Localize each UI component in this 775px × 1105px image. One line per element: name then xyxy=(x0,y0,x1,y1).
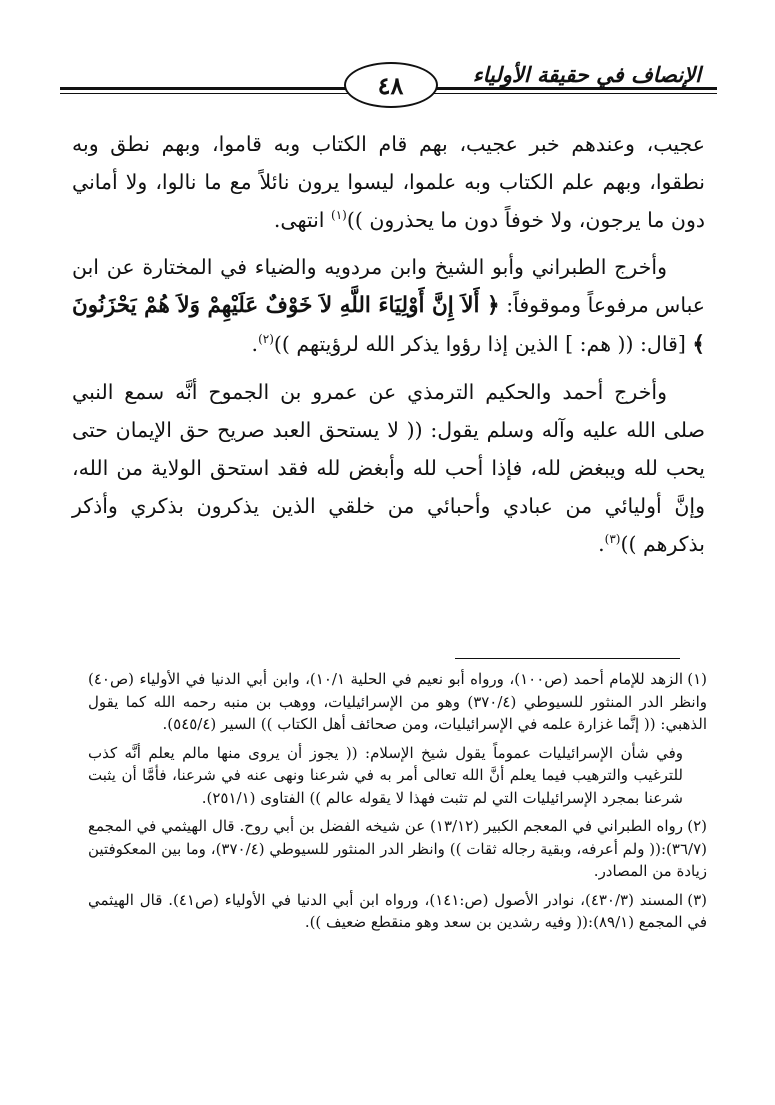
footnote-ref-1[interactable]: (١) xyxy=(331,208,347,223)
footnote-1-text: الزهد للإمام أحمد (ص١٠٠)، ورواه أبو نعيم في الحلية ١٠/١)، وابن أبي الدنيا في الأولياء (ص٤٠) وانظر الدر المنثور للسيوطي (٣٧٠/٤) وهو من الإسرائيليات، ووهب بن منبه رحمه الله كما يقول الذهبي: (( إنَّما غزارة علمه في الإسرائيليات، ومن صحائف أهل الكتاب )) السير (٥٤٥/٤). xyxy=(88,670,707,733)
footnote-ref-2[interactable]: (٢) xyxy=(258,332,274,347)
page-header xyxy=(60,62,717,114)
paragraph-3-text: وأخرج أحمد والحكيم الترمذي عن عمرو بن الجموح أنَّه سمع النبي صلى الله عليه وآله وسلم يقول: (( لا يستحق العبد صريح حق الإيمان حتى يحب لله ويبغض لله، فإذا أحب لله وأبغض لله فقد استحق الولاية من الله، وإنَّ أوليائي من عبادي وأحبائي من خلقي الذين يذكرون بذكري وأذكر بذكرهم )) xyxy=(72,380,705,556)
paragraph-2-text: وأخرج الطبراني وأبو الشيخ وابن مردويه والضياء في المختارة عن ابن عباس مرفوعاً وموقوفاً: xyxy=(72,255,705,317)
footnote-2-text: رواه الطبراني في المعجم الكبير (١٣/١٢) عن شيخه الفضل بن أبي روح. قال الهيثمي في المجمع (٣٦/٧):(( ولم أعرفه، وبقية رجاله ثقات )) وانظر الدر المنثور للسيوطي (٣٧٠/٤)، وما بين المعكوفتين زيادة من المصادر. xyxy=(88,817,707,880)
footnote-1-number: (١) xyxy=(687,670,707,688)
footnote-separator xyxy=(455,658,680,659)
paragraph-1 xyxy=(72,125,705,239)
paragraph-1-text: عجيب، وعندهم خبر عجيب، بهم قام الكتاب وبه قاموا، وبهم نطق وبه نطقوا، وبهم علم الكتاب وبه علموا، ليسوا يرون نائلاً مع ما نالوا، ولا أماني دون ما يرجون، ولا خوفاً دون ما يحذرون )) xyxy=(72,132,705,232)
footnote-1 xyxy=(88,668,707,736)
paragraph-2 xyxy=(72,248,705,364)
paragraph-3-dot: . xyxy=(598,532,605,556)
footnote-1-continued: وفي شأن الإسرائيليات عموماً يقول شيخ الإسلام: (( يجوز أن يروى منها مالم يعلم أنَّه كذب للترغيب والترهيب فيما يعلم أنَّ الله تعالى أمر به في شرعنا ونهى عنه في شرعنا، فأمَّا أن يثبت شرعنا بمجرد الإسرائيليات التي لم تثبت فهذا لا يقوله عالم )) الفتاوى (٢٥١/١). xyxy=(88,743,683,807)
footnotes xyxy=(88,668,707,940)
footnote-3-number: (٣) xyxy=(687,890,707,909)
footnote-2 xyxy=(88,815,707,883)
footnote-ref-3[interactable]: (٣) xyxy=(604,532,621,547)
page-number: ٤٨ xyxy=(344,62,438,108)
paragraph-2-end: [قال: (( هم: ] الذين إذا رؤوا يذكر الله لرؤيتهم )) xyxy=(273,332,693,356)
paragraph-1-end: انتهى. xyxy=(273,208,332,232)
running-title: الإنصاف في حقيقة الأولياء xyxy=(467,62,707,87)
paragraph-2-dot: . xyxy=(251,332,259,356)
paragraph-3 xyxy=(72,373,705,563)
main-text xyxy=(72,125,705,572)
footnote-3 xyxy=(88,889,707,934)
footnote-2-number: (٢) xyxy=(687,817,708,835)
quran-verse: ﴿ أَلاَ إِنَّ أَوْلِيَاءَ اللَّهِ لاَ خَوْفٌ عَلَيْهِمْ وَلاَ هُمْ يَحْزَنُونَ ﴾ xyxy=(72,293,705,357)
footnote-3-text: المسند (٤٣٠/٣)، نوادر الأصول (ص:١٤١)، ورواه ابن أبي الدنيا في الأولياء (ص٤١). قال الهيثمي في المجمع (٨٩/١):(( وفيه رشدين بن سعد وهو منقطع ضعيف )). xyxy=(88,890,707,931)
